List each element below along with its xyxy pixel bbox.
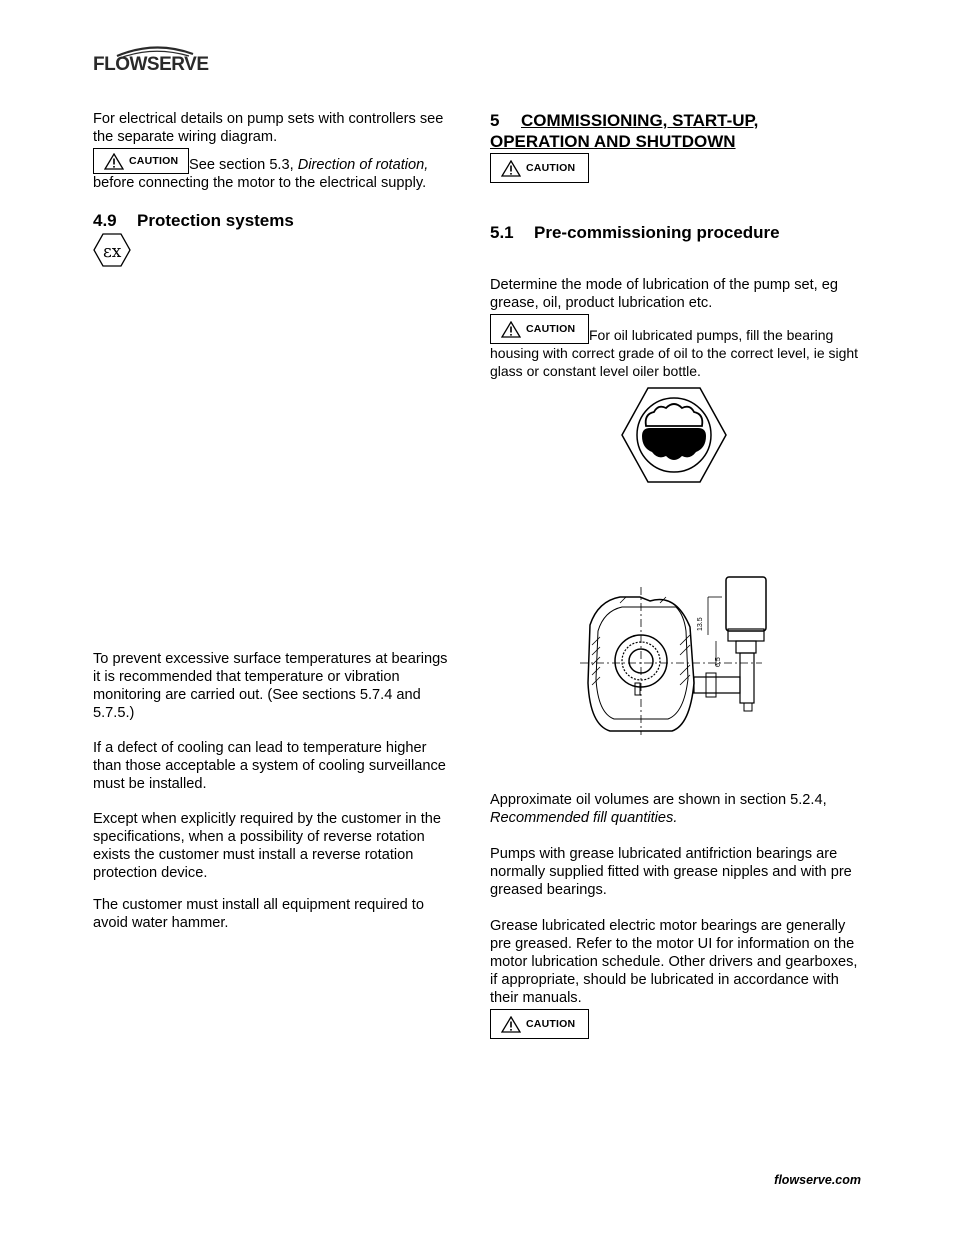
caution-label: CAUTION	[129, 155, 179, 167]
electrical-details-text: For electrical details on pump sets with controllers see the separate wiring diagram.	[93, 111, 444, 145]
heading-line-1: COMMISSIONING, START-UP,	[521, 111, 759, 130]
lubrication-mode-text: Determine the mode of lubrication of the pump set, eg grease, oil, product lubrication etc.	[490, 277, 839, 311]
caution-label: CAUTION	[526, 162, 576, 174]
heading-line-2: OPERATION AND SHUTDOWN	[490, 132, 736, 151]
rotation-text-b: before connecting the motor to the electrical supply.	[93, 175, 427, 191]
reverse-rotation-text: Except when explicitly required by the customer in the specifications, when a possibility of reverse rotation exists the customer must install a reverse rotation protection device.	[93, 811, 441, 881]
cooling-defect-text: If a defect of cooling can lead to temperature higher than those acceptable a system of cooling surveillance must be installed.	[93, 740, 446, 792]
water-hammer-text: The customer must install all equipment required to avoid water hammer.	[93, 897, 424, 931]
left-column-lower	[93, 650, 455, 932]
rotation-link-text: Direction of rotation,	[297, 157, 429, 173]
svg-text:εx: εx	[103, 242, 122, 262]
heading-text: Protection systems	[137, 211, 294, 230]
caution-paragraph	[93, 148, 455, 192]
heading-text: Pre-commissioning procedure	[534, 223, 780, 242]
section-heading-5-1	[490, 222, 862, 243]
right-column-lower	[490, 791, 862, 1039]
left-column	[93, 110, 455, 267]
grease-bearings-text: Pumps with grease lubricated antifriction bearings are normally supplied fitted with grease nipples and with pre greased bearings.	[490, 846, 852, 898]
warning-triangle-icon	[501, 321, 521, 338]
oil-volumes-text: Approximate oil volumes are shown in section 5.2.4, Recommended fill quantities.	[490, 792, 827, 826]
caution-badge	[490, 1009, 589, 1039]
caution-label: CAUTION	[526, 323, 576, 335]
caution-row-3	[490, 1009, 862, 1039]
caution-label: CAUTION	[526, 1018, 576, 1030]
fill-quantities-link-text: Recommended fill quantities.	[490, 810, 678, 826]
section-heading-5	[490, 110, 862, 152]
motor-bearings-text: Grease lubricated electric motor bearings are generally pre greased. Refer to the motor UI for information on the motor lubrication schedule. Other drivers and gearboxes, if appropriate, should be lubricated in accordance with their manuals.	[490, 918, 858, 1006]
flowserve-logo-icon	[93, 44, 213, 84]
section-heading-4-9	[93, 210, 455, 231]
caution-badge	[490, 314, 589, 344]
warning-triangle-icon	[501, 160, 521, 177]
svg-text:13.5: 13.5	[697, 617, 704, 631]
footer-website: flowserve.com	[774, 1173, 861, 1187]
caution-badge	[93, 148, 189, 174]
svg-text:6.5: 6.5	[715, 657, 722, 667]
rotation-text-a: See section 5.3,	[189, 157, 298, 173]
warning-triangle-icon	[104, 153, 124, 170]
constant-level-oiler-diagram	[580, 575, 770, 737]
surface-temperature-text: To prevent excessive surface temperatures at bearings it is recommended that temperature or vibration monitoring are carried out. (See sections 5.7.4 and 5.7.5.)	[93, 651, 448, 721]
sight-glass-diagram	[620, 386, 728, 484]
oil-fill-text: For oil lubricated pumps, fill the bearing housing with correct grade of oil to the correct level, ie sight glass or constant level oiler bottle.	[490, 327, 859, 379]
logo-text: FLOWSERVE	[93, 54, 209, 75]
caution-row-1	[490, 153, 862, 183]
caution-paragraph-oil	[490, 314, 862, 380]
right-column	[490, 110, 862, 380]
caution-badge	[490, 153, 589, 183]
heading-number: 4.9	[93, 211, 117, 230]
heading-number: 5.1	[490, 223, 514, 242]
heading-number: 5	[490, 111, 500, 130]
atex-ex-icon	[93, 233, 131, 267]
warning-triangle-icon	[501, 1016, 521, 1033]
